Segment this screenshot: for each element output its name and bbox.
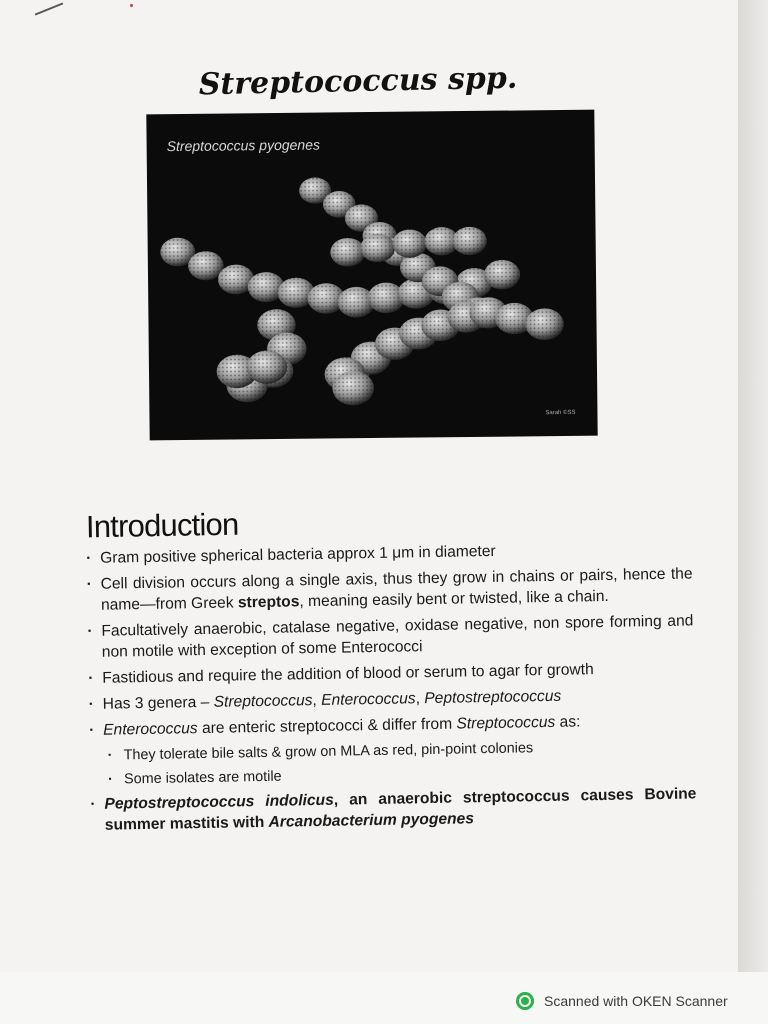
ink-dot [130,4,133,7]
oken-scanner-logo-icon [516,992,534,1010]
image-caption: Streptococcus pyogenes [166,136,321,155]
separator: , [312,691,322,710]
italic-term: Streptococcus [213,692,313,711]
section-heading-introduction: Introduction [85,506,239,545]
bullet-text: Facultatively anaerobic, catalase negative, oxidase negative, non spore forming and non motile with exception of some Enterococci [101,612,694,661]
italic-term: Enterococcus [103,720,198,739]
bullet-item [87,610,694,663]
bullet-text: as: [555,713,581,731]
bold-term: streptos [237,593,300,612]
separator: , [415,690,425,708]
coccus-texture [330,238,365,267]
bold-italic-term: Peptostreptococcus indolicus [104,791,334,813]
scanner-watermark [516,990,728,1012]
bullet-text: Some isolates are motile [123,768,282,788]
bullet-text: They tolerate bile salts & grow on MLA as red, pin-point colonies [123,740,534,764]
bacteria-chains-illustration [146,110,597,441]
document-title: Streptococcus spp. [198,60,518,103]
bullet-text: Fastidious and require the addition of blood or serum to agar for growth [102,661,594,687]
page-edge [738,0,768,1024]
coccus-texture [452,227,487,256]
bullet-text: Gram positive spherical bacteria approx 1 μm in diameter [100,542,496,567]
scanner-label: Scanned with OKEN Scanner [544,993,728,1009]
italic-term: Enterococcus [321,690,416,709]
bullet-text: Has 3 genera – [102,693,214,713]
italic-term: Peptostreptococcus [424,687,562,708]
bold-text: , an anaerobic streptococcus causes Bovine summer mastitis with [104,785,697,834]
bold-italic-term: Arcanobacterium pyogenes [268,810,475,831]
image-credit: Sarah ©SS [545,409,576,417]
bullet-item [86,563,693,616]
bullet-text: , meaning easily bent or twisted, like a chain. [299,587,609,611]
italic-term: Streptococcus [456,713,556,733]
introduction-bullet-list [86,537,697,841]
bacteria-micrograph-image [146,110,597,441]
bullet-text: Cell division occurs along a single axis, thus they grow in chains or pairs, hence the name—from Greek [100,565,693,614]
coccus-texture [484,260,520,290]
bullet-text: are enteric streptococci & differ from [197,715,457,738]
bullet-item [90,783,697,836]
